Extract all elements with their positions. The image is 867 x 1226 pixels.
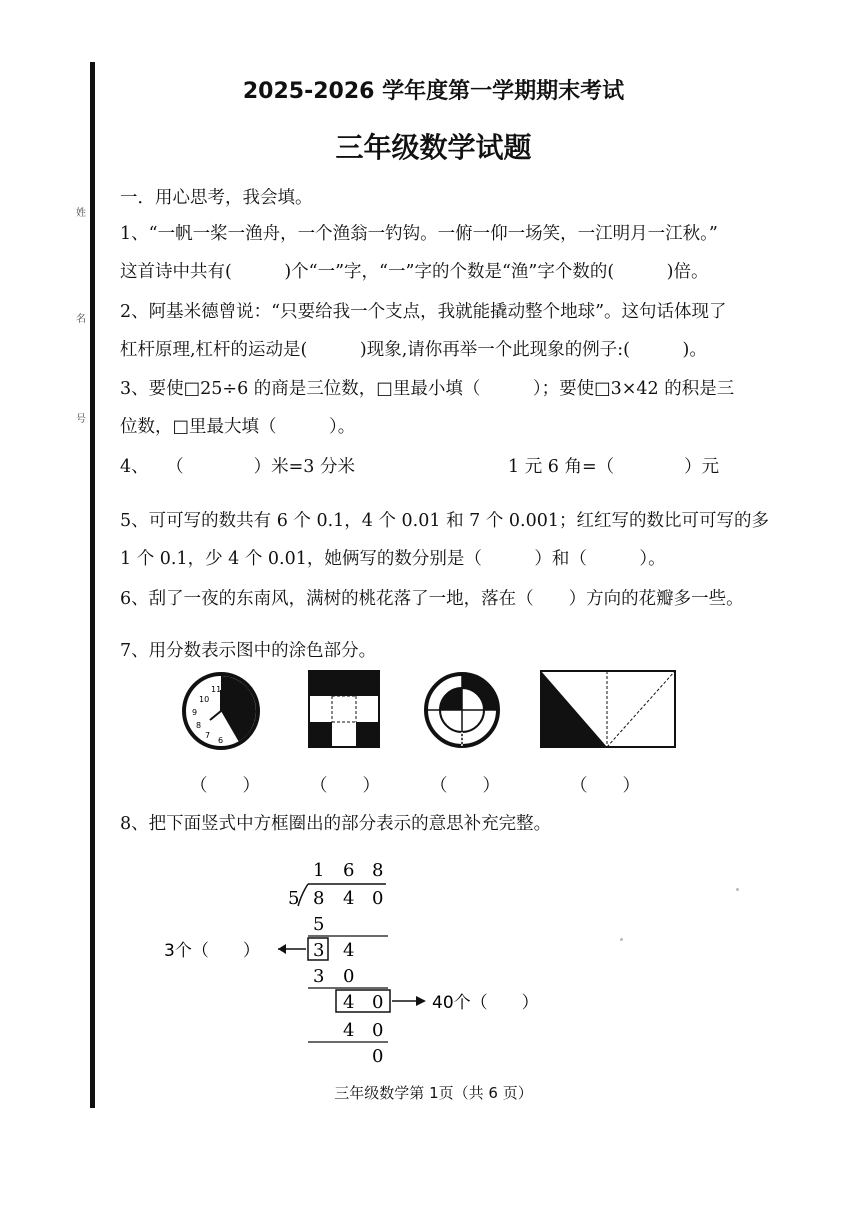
q6-line: 6、刮了一夜的东南风，满树的桃花落了一地，落在（ ）方向的花瓣多一些。 <box>120 589 744 609</box>
section-heading: 一．用心思考，我会填。 <box>120 188 313 208</box>
q8-text: 8、把下面竖式中方框圈出的部分表示的意思补充完整。 <box>120 814 552 834</box>
q7-answer-2: （ ） <box>310 776 380 796</box>
q5-line2: 1 个 0.1，少 4 个 0.01，她俩写的数分别是（ ）和（ ）。 <box>120 549 666 569</box>
clock-num-9: 9 <box>192 708 198 717</box>
clock-num-8: 8 <box>196 721 202 730</box>
binding-line <box>90 62 95 1108</box>
exam-subtitle: 三年级数学试题 <box>335 131 532 164</box>
scan-speck <box>736 888 739 891</box>
page-footer: 三年级数学第 1页（共 6 页） <box>334 1084 533 1102</box>
q7-answer-4: （ ） <box>570 776 640 796</box>
long-division <box>150 848 570 1070</box>
side-mark-2: 名 <box>76 314 86 325</box>
q2-line1: 2、阿基米德曾说：“只要给我一个支点，我就能撬动整个地球”。这句话体现了 <box>120 302 727 322</box>
step-digit: 0 <box>372 1020 384 1041</box>
step-digit: 4 <box>343 1020 355 1041</box>
quotient-digit: 8 <box>372 860 384 881</box>
q7-answer-3: （ ） <box>430 776 500 796</box>
q7-answer-1: （ ） <box>190 776 260 796</box>
label-right: 40个（ ） <box>432 993 539 1013</box>
square-grid-figure <box>308 670 380 748</box>
quotient-digit: 1 <box>313 860 325 881</box>
dividend-digit: 0 <box>372 888 384 909</box>
boxed-digit: 4 <box>343 992 355 1013</box>
q3-line1: 3、要使□25÷6 的商是三位数，□里最小填（ ）；要使□3×42 的积是三 <box>120 379 735 399</box>
q1-line1: 1、“一帆一桨一渔舟，一个渔翁一钓钩。一俯一仰一场笑，一江明月一江秋。” <box>120 224 718 244</box>
clock-num-10: 10 <box>199 695 210 704</box>
q7-text: 7、用分数表示图中的涂色部分。 <box>120 641 377 661</box>
q3-line2: 位数，□里最大填（ ）。 <box>120 417 356 437</box>
circle-target-figure <box>422 670 502 750</box>
boxed-digit: 3 <box>313 940 325 961</box>
side-mark-1: 姓 <box>76 208 86 219</box>
q4-left: 4、 （ ）米=3 分米 <box>120 457 355 477</box>
boxed-digit: 0 <box>372 992 384 1013</box>
remainder: 0 <box>372 1046 384 1067</box>
step-digit: 3 <box>313 966 325 987</box>
clock-figure <box>180 670 262 752</box>
side-mark-3: 号 <box>76 414 86 425</box>
clock-num-7: 7 <box>205 731 211 740</box>
step-digit: 5 <box>313 914 325 935</box>
q4-right: 1 元 6 角=（ ）元 <box>508 457 720 477</box>
step-digit: 4 <box>343 940 355 961</box>
clock-num-6: 6 <box>218 736 224 745</box>
dividend-digit: 4 <box>343 888 355 909</box>
step-digit: 0 <box>343 966 355 987</box>
clock-num-11: 11 <box>211 685 222 694</box>
rectangle-triangle-figure <box>540 670 676 748</box>
scan-speck <box>620 938 623 941</box>
q2-line2: 杠杆原理,杠杆的运动是( )现象,请你再举一个此现象的例子:( )。 <box>120 340 707 360</box>
exam-title: 2025-2026 学年度第一学期期末考试 <box>242 79 625 104</box>
quotient-digit: 6 <box>343 860 355 881</box>
q1-line2: 这首诗中共有( )个“一”字，“一”字的个数是“渔”字个数的( )倍。 <box>120 262 709 282</box>
divisor: 5 <box>288 888 300 909</box>
label-left: 3个（ ） <box>164 941 260 961</box>
q5-line1: 5、可可写的数共有 6 个 0.1，4 个 0.01 和 7 个 0.001；红红写的数比可可写的多 <box>120 511 769 531</box>
dividend-digit: 8 <box>313 888 325 909</box>
